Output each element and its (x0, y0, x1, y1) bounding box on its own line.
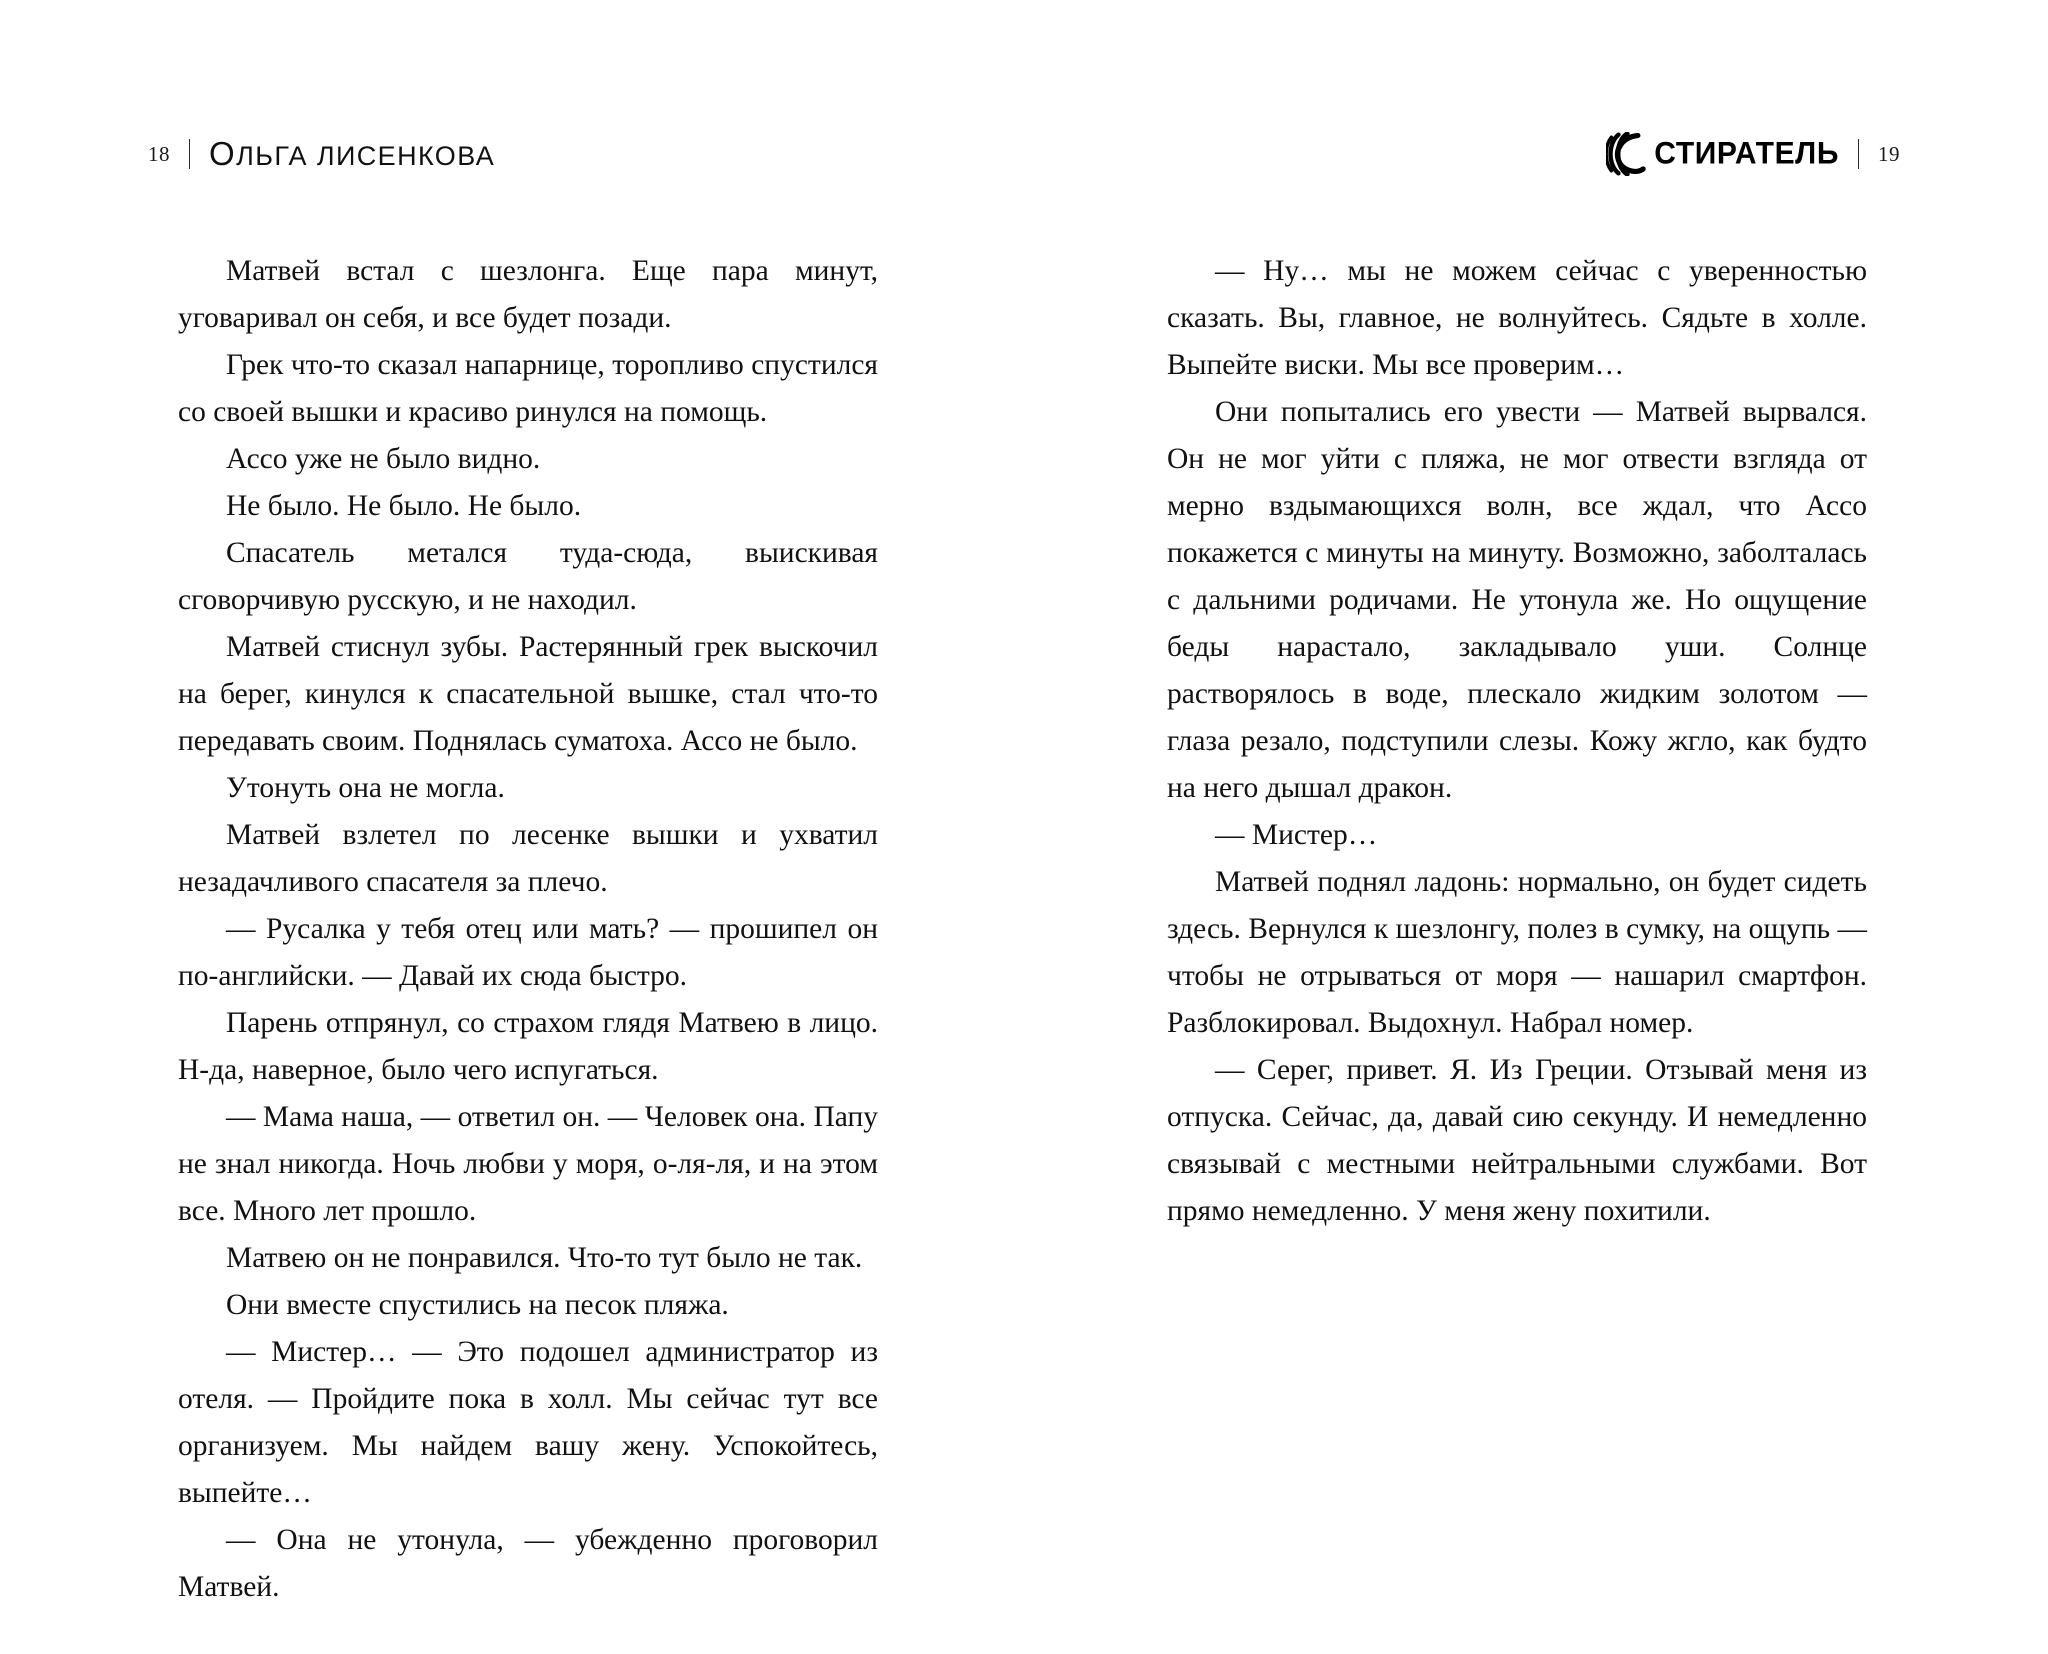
right-page-text-column (1167, 248, 1867, 1235)
running-head-right (1606, 132, 1900, 176)
body-paragraph: — Серег, привет. Я. Из Греции. Отзывай меня из отпуска. Сейчас, да, давай сию секунду. И немедленно связывай с местными нейтральными службами. Вот прямо немедленно. У меня жену похитили. (1167, 1054, 1867, 1227)
body-paragraph: Они попытались его увести — Матвей вырвался. Он не мог уйти с пляжа, не мог отвести взгляда от мерно вздымающихся волн, все ждал, что Ассо покажется с минуты на минуту. Возможно, заболталась с дальними родичами. Не утонула же. Но ощущение беды нарастало, закладывало уши. Солнце растворялось в воде, плескало жидким золотом — глаза резало, подступили слезы. Кожу жгло, как будто на него дышал дракон. (1167, 396, 1867, 804)
body-paragraph: Парень отпрянул, со страхом глядя Матвею в лицо. Н-да, наверное, было чего испугаться. (178, 1007, 878, 1086)
author-name: ОЛЬГА ЛИСЕНКОВА (209, 135, 496, 172)
body-paragraph: — Она не утонула, — убежденно проговорил Матвей. (178, 1524, 878, 1603)
series-title: СТИРАТЕЛЬ (1654, 135, 1839, 171)
body-paragraph: Матвей стиснул зубы. Растерянный грек выскочил на берег, кинулся к спасательной вышке, стал что-то передавать своим. Поднялась суматоха. Ассо не было. (178, 631, 878, 757)
head-divider-right (1858, 139, 1859, 169)
body-paragraph: Спасатель метался туда-сюда, выискивая сговорчивую русскую, и не находил. (178, 537, 878, 616)
body-paragraph: — Русалка у тебя отец или мать? — прошипел он по-английски. — Давай их сюда быстро. (178, 913, 878, 992)
spiral-logo-icon (1606, 132, 1652, 176)
body-paragraph: — Мама наша, — ответил он. — Человек она. Папу не знал никогда. Ночь любви у моря, о-ля-ля, и на этом все. Много лет прошло. (178, 1101, 878, 1227)
body-paragraph: — Мистер… (1215, 819, 1378, 851)
body-paragraph: Ассо уже не было видно. (226, 443, 541, 475)
body-paragraph: — Ну… мы не можем сейчас с уверенностью сказать. Вы, главное, не волнуйтесь. Сядьте в холле. Выпейте виски. Мы все проверим… (1167, 255, 1867, 381)
body-paragraph: Грек что-то сказал напарнице, торопливо спустился со своей вышки и красиво ринулся на помощь. (178, 349, 878, 428)
body-paragraph: Они вместе спустились на песок пляжа. (226, 1289, 729, 1321)
body-paragraph: Матвей встал с шезлонга. Еще пара минут, уговаривал он себя, и все будет позади. (178, 255, 878, 334)
body-paragraph: Утонуть она не могла. (226, 772, 505, 804)
head-divider-left (189, 139, 190, 169)
running-head-left (148, 132, 495, 176)
body-paragraph: Матвей взлетел по лесенке вышки и ухватил незадачливого спасателя за плечо. (178, 819, 878, 898)
body-paragraph: Не было. Не было. Не было. (226, 490, 582, 522)
body-paragraph: Матвею он не понравился. Что-то тут было не так. (226, 1242, 863, 1274)
page-number-right: 19 (1878, 141, 1900, 166)
series-logo (1606, 132, 1839, 176)
body-paragraph: Матвей поднял ладонь: нормально, он будет сидеть здесь. Вернулся к шезлонгу, полез в сумку, на ощупь — чтобы не отрываться от моря — нашарил смартфон. Разблокировал. Выдохнул. Набрал номер. (1167, 866, 1867, 1039)
body-paragraph: — Мистер… — Это подошел администратор из отеля. — Пройдите пока в холл. Мы сейчас тут все организуем. Мы найдем вашу жену. Успокойтесь, выпейте… (178, 1336, 878, 1509)
left-page-text-column (178, 248, 878, 1611)
page-number-left: 18 (148, 141, 170, 166)
